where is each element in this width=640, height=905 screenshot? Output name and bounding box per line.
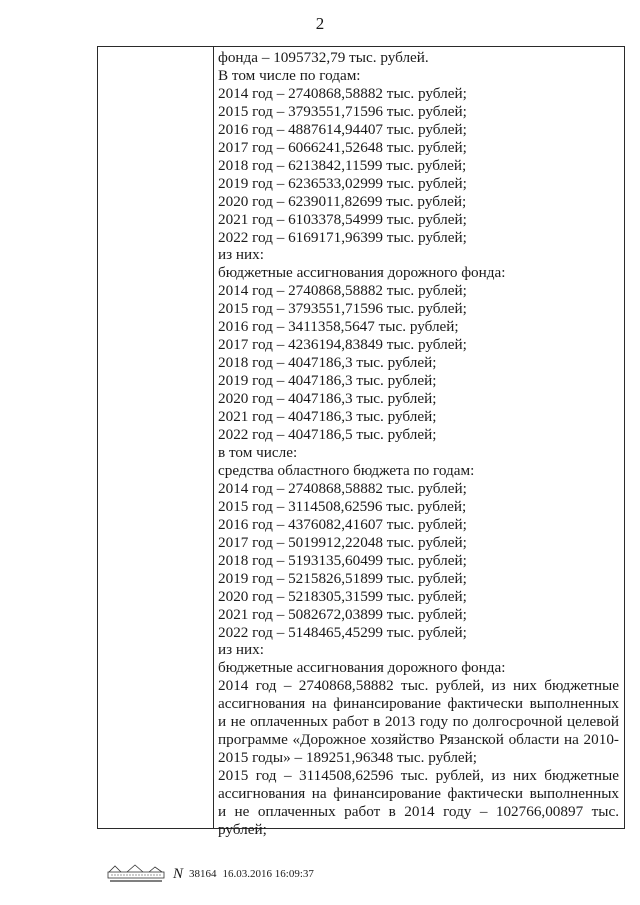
- registry-stamp-logo: [107, 864, 165, 884]
- text-line: 2016 год – 3411358,5647 тыс. рублей;: [218, 318, 459, 336]
- number-sign: N: [173, 865, 184, 882]
- text-line: 2017 год – 4236194,83849 тыс. рублей;: [218, 336, 467, 354]
- text-line: 2014 год – 2740868,58882 тыс. рублей;: [218, 282, 467, 300]
- text-line: 2016 год – 4887614,94407 тыс. рублей;: [218, 120, 467, 138]
- table-cell-content: [218, 49, 619, 839]
- text-line: 2021 год – 4047186,3 тыс. рублей;: [218, 408, 437, 426]
- paragraph-2015: 2015 год – 3114508,62596 тыс. рублей, из них бюджетные ассигнования на финансирование фактически выполненных и не оплаченных работ в 2014 году – 102766,00897 тыс. рублей;: [218, 767, 619, 838]
- text-line: 2014 год – 2740868,58882 тыс. рублей;: [218, 84, 467, 102]
- text-line: 2020 год – 6239011,82699 тыс. рублей;: [218, 192, 467, 210]
- registration-datetime: 16.03.2016 16:09:37: [222, 868, 314, 880]
- text-line: бюджетные ассигнования дорожного фонда:: [218, 659, 506, 677]
- text-line: средства областного бюджета по годам:: [218, 461, 475, 479]
- text-line: 2019 год – 6236533,02999 тыс. рублей;: [218, 174, 467, 192]
- text-line: фонда – 1095732,79 тыс. рублей.: [218, 49, 429, 66]
- stamp-logo-icon: [107, 864, 165, 884]
- text-line: 2019 год – 4047186,3 тыс. рублей;: [218, 372, 437, 390]
- text-line: 2015 год – 3114508,62596 тыс. рублей;: [218, 497, 467, 515]
- text-line: 2021 год – 6103378,54999 тыс. рублей;: [218, 210, 467, 228]
- text-line: 2019 год – 5215826,51899 тыс. рублей;: [218, 569, 467, 587]
- text-line: 2018 год – 4047186,3 тыс. рублей;: [218, 354, 437, 372]
- text-line: 2020 год – 4047186,3 тыс. рублей;: [218, 390, 437, 408]
- text-line: 2022 год – 6169171,96399 тыс. рублей;: [218, 228, 467, 246]
- text-line: 2017 год – 6066241,52648 тыс. рублей;: [218, 138, 467, 156]
- text-line: 2014 год – 2740868,58882 тыс. рублей;: [218, 479, 467, 497]
- text-line: 2022 год – 4047186,5 тыс. рублей;: [218, 426, 437, 444]
- text-line: в том числе:: [218, 443, 298, 461]
- text-line: 2015 год – 3793551,71596 тыс. рублей;: [218, 102, 467, 120]
- registration-footer: [107, 862, 314, 886]
- text-line: бюджетные ассигнования дорожного фонда:: [218, 264, 506, 282]
- text-line: 2018 год – 6213842,11599 тыс. рублей;: [218, 156, 467, 174]
- text-line: 2021 год – 5082672,03899 тыс. рублей;: [218, 605, 467, 623]
- text-line: 2017 год – 5019912,22048 тыс. рублей;: [218, 533, 467, 551]
- text-line: 2016 год – 4376082,41607 тыс. рублей;: [218, 515, 467, 533]
- document-number: 38164: [189, 868, 217, 880]
- text-line: 2015 год – 3793551,71596 тыс. рублей;: [218, 300, 467, 318]
- paragraph-2014: 2014 год – 2740868,58882 тыс. рублей, из них бюджетные ассигнования на финансирование фактически выполненных и не оплаченных работ в 2013 году по долгосрочной целевой программе «Дорожное хозяйство Рязанской области на 2010-2015 годы» – 189251,96348 тыс. рублей;: [218, 677, 619, 767]
- text-line: 2020 год – 5218305,31599 тыс. рублей;: [218, 587, 467, 605]
- column-divider: [213, 46, 214, 829]
- page-number: 2: [315, 14, 325, 33]
- text-line: из них:: [218, 641, 264, 659]
- text-line: В том числе по годам:: [218, 66, 361, 84]
- text-line: 2022 год – 5148465,45299 тыс. рублей;: [218, 623, 467, 641]
- text-line: 2018 год – 5193135,60499 тыс. рублей;: [218, 551, 467, 569]
- text-line: из них:: [218, 246, 264, 264]
